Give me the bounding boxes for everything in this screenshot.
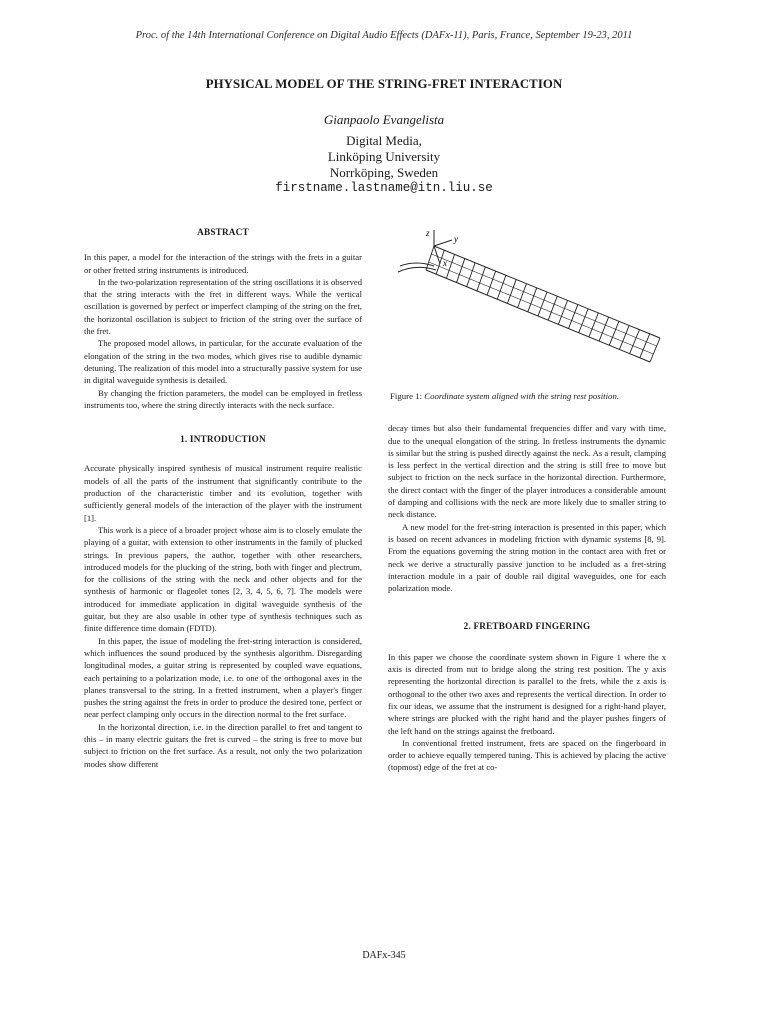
fret-line [497, 275, 506, 299]
figure-caption-text: Coordinate system aligned with the string rest position. [424, 391, 620, 401]
fret-line [538, 292, 547, 316]
abstract-paragraph: In this paper, a model for the interaction of the strings with the frets in a guitar or other fretted string instruments is introduced. [84, 252, 362, 275]
affiliation-line: Digital Media, [346, 133, 422, 148]
fret-line [446, 254, 454, 278]
fret-line [507, 279, 516, 303]
y-axis [434, 240, 452, 246]
affiliation-line: Norrköping, Sweden [329, 165, 439, 180]
fret-line [558, 300, 567, 324]
author-email[interactable]: firstname.lastname@itn.liu.se [275, 181, 493, 195]
fret-line [630, 330, 640, 354]
fret-line [518, 284, 527, 308]
fret-line [579, 309, 588, 333]
body-paragraph: A new model for the fret-string interaction is presented in this paper, which is based on recent advances in modeling friction with dynamic systems [8, 9]. From the equations governing the string motion in the contact area with fret or neck we derive a structurally passive junction to be included as a fret-string interaction module in a pair of double rail digital waveguides, one for each polarization mode. [388, 521, 666, 594]
abstract-paragraph: The proposed model allows, in particular, for the accurate evaluation of the elongation of the string in the two modes, which gives rise to audible dynamic detuning. The realization of this model into a structurally passive system for use in digital waveguide synthesis is detailed. [84, 338, 362, 386]
nut-curve [400, 263, 434, 266]
fret-line [619, 325, 629, 349]
figure-1 [388, 226, 666, 386]
intro-paragraph: Accurate physically inspired synthesis of musical instrument require realistic models of all the parts of the instrument that significantly contribute to the production of the characteristic timber and its evolution, together with sufficiently general models of the interaction of the player with the instrument [1]. [84, 463, 362, 523]
page-footer: DAFx-345 [362, 950, 406, 961]
intro-paragraph: In this paper, the issue of modeling the fret-string interaction is considered, which influences the sound produced by the synthesis algorithm. Disregarding longitudinal modes, a guitar string is represented by coupled wave equations, each pertaining to a polarization mode, i.e. to one of the orthogonal axes in the planes transversal to the string. In a fretted instrument, when a player's finger pushes the string against the frets in order to produce the desired tone, perfect or near perfect clamping only occurs in the direction normal to the fret surface. [84, 635, 362, 720]
affiliation-line: Linköping University [327, 149, 441, 164]
fret-line [457, 259, 465, 283]
fret-line [528, 288, 537, 312]
x-axis-label: x [443, 258, 447, 268]
proceedings-header: Proc. of the 14th International Conference on Digital Audio Effects (DAFx-11), Paris, France, September 19-23, 2011 [135, 30, 633, 41]
figure-caption [390, 390, 666, 402]
fret-line [599, 317, 609, 341]
fretboard-heading: 2. FRETBOARD FINGERING [463, 621, 591, 632]
fret-line [487, 271, 496, 295]
x-axis [434, 246, 440, 264]
intro-paragraph: In the horizontal direction, i.e. in the direction parallel to fret and tangent to this – in many electric guitars the fret is curved – the string is free to move but subject to friction on the fret surface. As a result, not only the two polarization modes show different [84, 721, 362, 769]
fret-line [589, 313, 598, 337]
fretboard-paragraph: In this paper we choose the coordinate system shown in Figure 1 where the x axis is directed from nut to bridge along the string rest position. The y axis representing the horizontal direction is parallel to the frets, while the z axis is orthogonal to the other two axes and represents the vertical direction. In order to fix our ideas, we assume that the instrument is designed for a right-hand player, where strings are plucked with the right hand and the player pushes fingers of the left hand on the strings against the fretboard. [388, 651, 666, 736]
introduction-heading: 1. INTRODUCTION [180, 434, 266, 445]
abstract-paragraph: By changing the friction parameters, the model can be employed in fretless instruments too, where the string directly interacts with the neck surface. [84, 387, 362, 410]
fret-line [477, 267, 485, 291]
string-line [429, 262, 654, 354]
fretboard-diagram [388, 226, 666, 386]
fretboard-paragraph: In conventional fretted instrument, frets are spaced on the fingerboard in order to achieve equally tempered tuning. This is achieved by placing the active (topmost) edge of the fret at co- [388, 737, 666, 773]
fret-line [609, 321, 619, 345]
fret-line [569, 305, 578, 329]
right-column [388, 226, 666, 774]
fret-line [426, 246, 434, 270]
y-axis-label: y [454, 234, 458, 244]
figure-caption-label: Figure 1: [390, 391, 425, 401]
fret-line [548, 296, 557, 320]
abstract-paragraph: In the two-polarization representation of the string oscillations it is observed that the string interacts with the fret in different ways. While the vertical oscillation is governed by perfect or imperfect clamping of the string on the fret, the horizontal oscillation is subject to friction of the string over the surface of the fret. [84, 276, 362, 337]
body-paragraph: decay times but also their fundamental frequencies differ and vary with time, due to the unequal elongation of the string. In fretless instruments the dynamic is similar but the string is pushed directly against the neck. As a result, clamping is less perfect in the vertical direction and the string is still free to move but subject to friction on the neck surface in the horizontal direction. Furthermore, the direct contact with the finger of the player introduces a considerable amount of damping and collisions with the neck are more likely due to smaller string to neck distance. [388, 423, 666, 520]
fret-line [467, 263, 475, 287]
author-name: Gianpaolo Evangelista [323, 112, 445, 127]
fret-line [640, 334, 650, 358]
fret-line [650, 338, 660, 362]
intro-paragraph: This work is a piece of a broader project whose aim is to closely emulate the playing of a guitar, with extension to other instruments in the family of plucked strings. In previous papers, the author, together with other researchers, introduced models for the plucking of the string, both with finger and plectrum, for the collisions of the string with the neck and other objects and for the synthesis of harmonic or flageolet tones [2, 3, 4, 5, 6, 7]. The models were introduced for immediate application in digital waveguide synthesis of the guitar, but they are also usable in other type of synthesis techniques such as finite difference time domain (FDTD). [84, 524, 362, 634]
z-axis-label: z [426, 228, 430, 238]
left-column [84, 226, 362, 770]
paper-title: PHYSICAL MODEL OF THE STRING-FRET INTERACTION [205, 77, 563, 91]
string-line [431, 254, 656, 346]
abstract-heading: ABSTRACT [197, 227, 249, 237]
